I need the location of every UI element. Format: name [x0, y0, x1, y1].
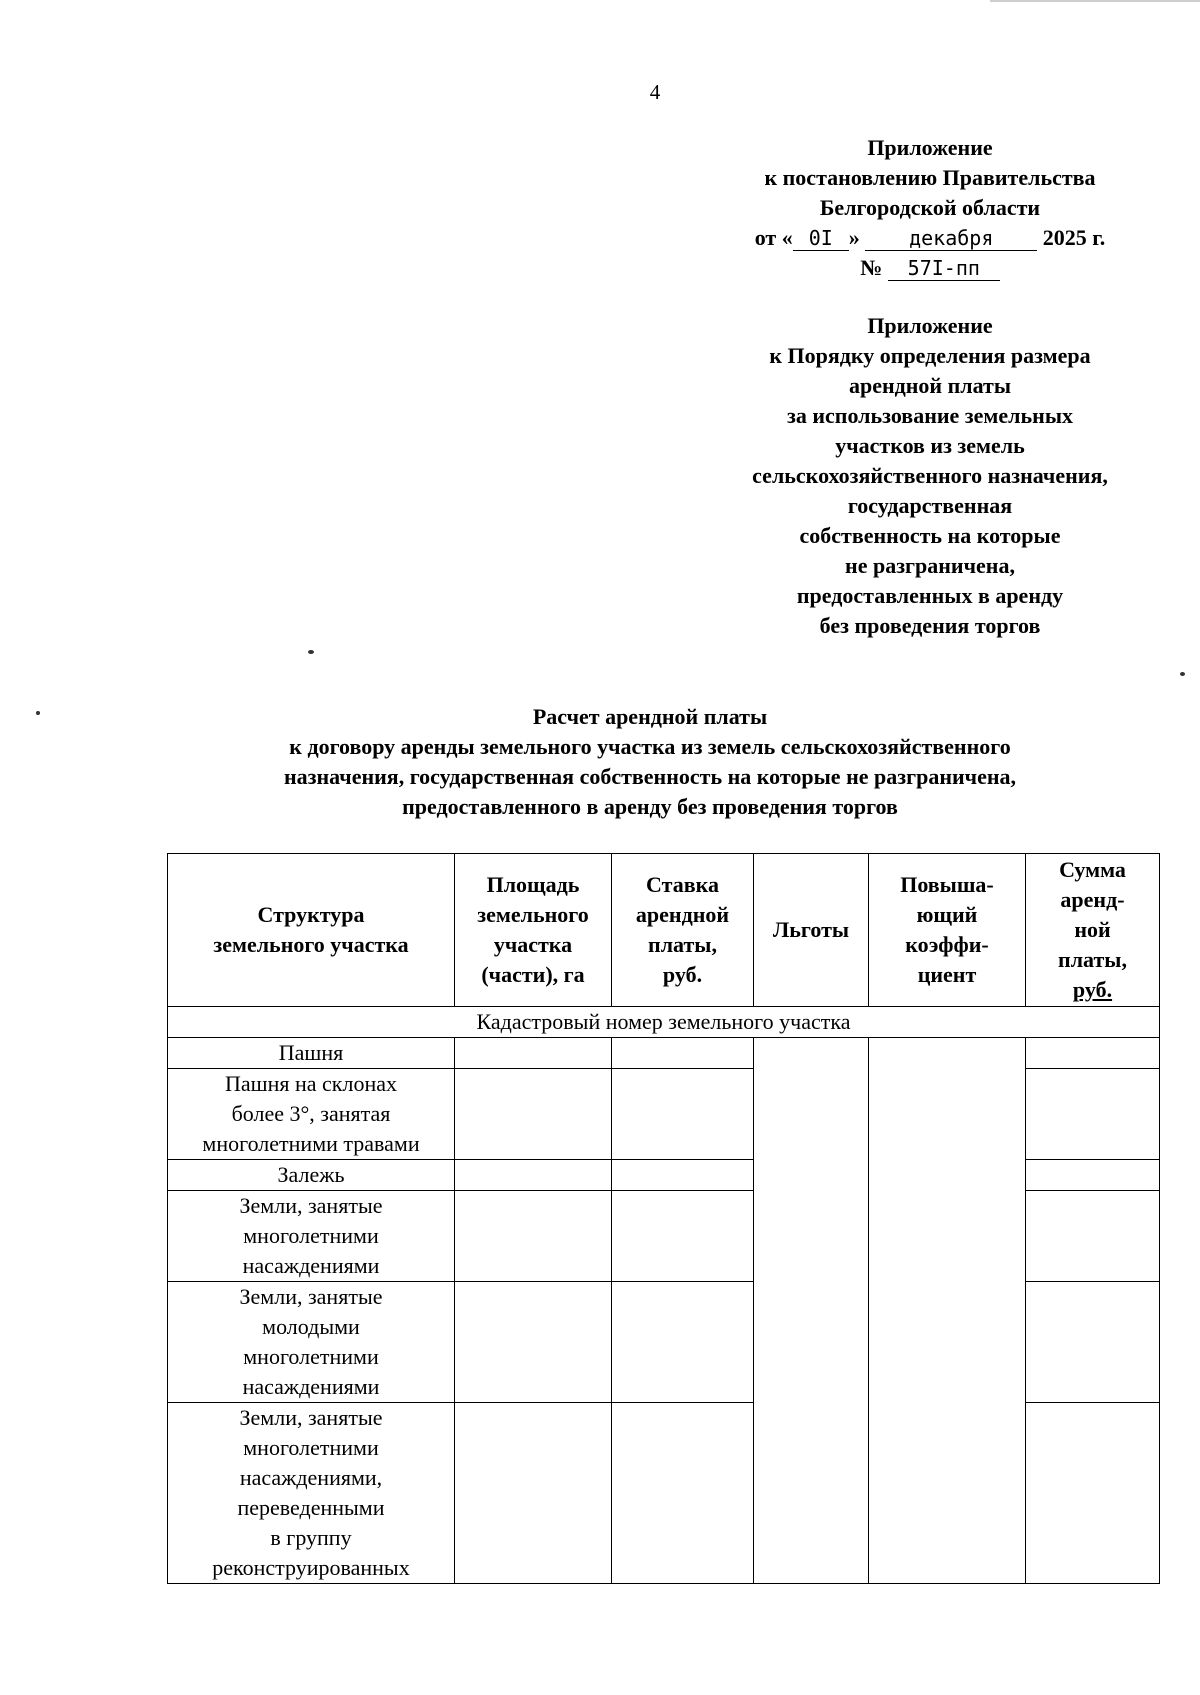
land-type-line: Залежь — [277, 1162, 345, 1187]
date-quote-close: » — [848, 225, 860, 250]
land-type-line: насаждениями — [242, 1374, 380, 1399]
land-type-line: Земли, занятые — [239, 1284, 383, 1309]
header-line: Структура — [257, 902, 365, 927]
header-line: земельного — [477, 902, 589, 927]
land-type-line: в группу — [270, 1525, 352, 1550]
appendix-order-line: сельскохозяйственного назначения, — [752, 463, 1108, 488]
appendix-order-line: арендной платы — [848, 373, 1012, 398]
header-line: Сумма — [1059, 857, 1126, 882]
scan-speck — [308, 650, 314, 654]
header-line: Площадь — [486, 872, 580, 897]
number-sign: № — [860, 255, 883, 280]
date-year: 2025 г. — [1042, 225, 1106, 250]
rent-calculation-table — [167, 853, 1160, 1584]
calculation-title — [150, 702, 1150, 822]
land-type-cell — [168, 1160, 455, 1191]
area-cell — [455, 1403, 612, 1584]
area-cell — [455, 1069, 612, 1160]
land-type-line: многолетними — [243, 1435, 379, 1460]
cadastral-row — [168, 1007, 1160, 1038]
header-line: циент — [917, 962, 977, 987]
area-cell — [455, 1282, 612, 1403]
sum-cell — [1026, 1403, 1160, 1584]
area-cell — [455, 1160, 612, 1191]
land-type-cell — [168, 1282, 455, 1403]
header-line: коэффи- — [905, 932, 989, 957]
land-type-line: более 3°, занятая — [231, 1101, 391, 1126]
scan-speck — [1180, 672, 1185, 676]
appendix-decree-line: Белгородской области — [819, 195, 1041, 220]
header-benefits — [754, 854, 869, 1007]
header-line: арендной — [635, 902, 730, 927]
header-sum — [1026, 854, 1160, 1007]
appendix-order-line: за использование земельных — [787, 403, 1073, 428]
header-line: (части), га — [481, 962, 585, 987]
appendix-decree-number — [700, 253, 1160, 283]
land-type-line: переведенными — [237, 1495, 385, 1520]
appendix-order-line: государственная — [847, 493, 1013, 518]
area-cell — [455, 1191, 612, 1282]
land-type-line: Пашня — [278, 1040, 344, 1065]
land-type-cell — [168, 1038, 455, 1069]
sum-cell — [1026, 1069, 1160, 1160]
appendix-order-line: собственность на которые — [799, 523, 1061, 548]
appendix-decree-date — [700, 223, 1160, 253]
rate-cell — [612, 1282, 754, 1403]
header-line: руб. — [1072, 977, 1113, 1002]
land-type-line: насаждениями — [242, 1253, 380, 1278]
header-area — [455, 854, 612, 1007]
header-line: Ставка — [646, 872, 719, 897]
land-type-cell — [168, 1403, 455, 1584]
rate-cell — [612, 1403, 754, 1584]
header-line: ной — [1074, 917, 1111, 942]
land-type-cell — [168, 1069, 455, 1160]
rate-cell — [612, 1160, 754, 1191]
land-type-line: молодыми — [262, 1314, 360, 1339]
land-type-cell — [168, 1191, 455, 1282]
table-row — [168, 1038, 1160, 1069]
decree-number-field: 57I-пп — [888, 256, 1000, 281]
sum-cell — [1026, 1191, 1160, 1282]
land-type-line: многолетними травами — [202, 1131, 420, 1156]
cadastral-number-label: Кадастровый номер земельного участка — [168, 1007, 1160, 1038]
header-line: Льготы — [772, 917, 850, 942]
area-cell — [455, 1038, 612, 1069]
land-type-line: многолетними — [243, 1223, 379, 1248]
appendix-order-line: не разграничена, — [845, 553, 1015, 578]
table-header-row — [168, 854, 1160, 1007]
land-type-line: насаждениями, — [239, 1465, 383, 1490]
header-line: участка — [493, 932, 573, 957]
date-day-field: 0I — [793, 226, 849, 251]
scan-edge-line — [990, 0, 1200, 2]
sum-cell — [1026, 1160, 1160, 1191]
header-line: ющий — [916, 902, 978, 927]
appendix-order-line: участков из земель — [835, 433, 1025, 458]
appendix-decree-title: Приложение — [867, 135, 993, 160]
land-type-line: Земли, занятые — [239, 1405, 383, 1430]
page-number: 4 — [649, 80, 661, 104]
header-coefficient — [869, 854, 1026, 1007]
coefficient-cell — [869, 1038, 1026, 1584]
appendix-decree-block — [700, 133, 1160, 283]
calculation-title-line: Расчет арендной платы — [532, 704, 768, 729]
calculation-title-line: назначения, государственная собственность на которые не разграничена, — [283, 764, 1017, 789]
header-structure — [168, 854, 455, 1007]
land-type-line: многолетними — [243, 1344, 379, 1369]
header-line: платы, — [1058, 947, 1127, 972]
appendix-order-line: предоставленных в аренду — [796, 583, 1064, 608]
appendix-order-line: без проведения торгов — [819, 613, 1041, 638]
date-prefix: от « — [754, 225, 793, 250]
header-line: руб. — [662, 962, 703, 987]
sum-cell — [1026, 1038, 1160, 1069]
header-line: аренд- — [1060, 887, 1125, 912]
date-month-field: декабря — [865, 226, 1037, 251]
appendix-order-title: Приложение — [867, 313, 993, 338]
rate-cell — [612, 1069, 754, 1160]
appendix-order-line: к Порядку определения размера — [769, 343, 1091, 368]
land-type-line: Пашня на склонах — [225, 1071, 397, 1096]
land-type-line: реконструированных — [212, 1555, 410, 1580]
header-line: Повыша- — [900, 872, 994, 897]
calculation-title-line: предоставленного в аренду без проведения торгов — [402, 794, 898, 819]
rate-cell — [612, 1038, 754, 1069]
land-type-line: Земли, занятые — [239, 1193, 383, 1218]
sum-cell — [1026, 1282, 1160, 1403]
appendix-order-block — [700, 311, 1160, 641]
header-rate — [612, 854, 754, 1007]
header-line: земельного участка — [213, 932, 409, 957]
calculation-title-line: к договору аренды земельного участка из земель сельскохозяйственного — [289, 734, 1011, 759]
rate-cell — [612, 1191, 754, 1282]
appendix-decree-line: к постановлению Правительства — [764, 165, 1096, 190]
benefits-cell — [754, 1038, 869, 1584]
header-line: платы, — [648, 932, 717, 957]
scan-speck — [36, 711, 40, 715]
